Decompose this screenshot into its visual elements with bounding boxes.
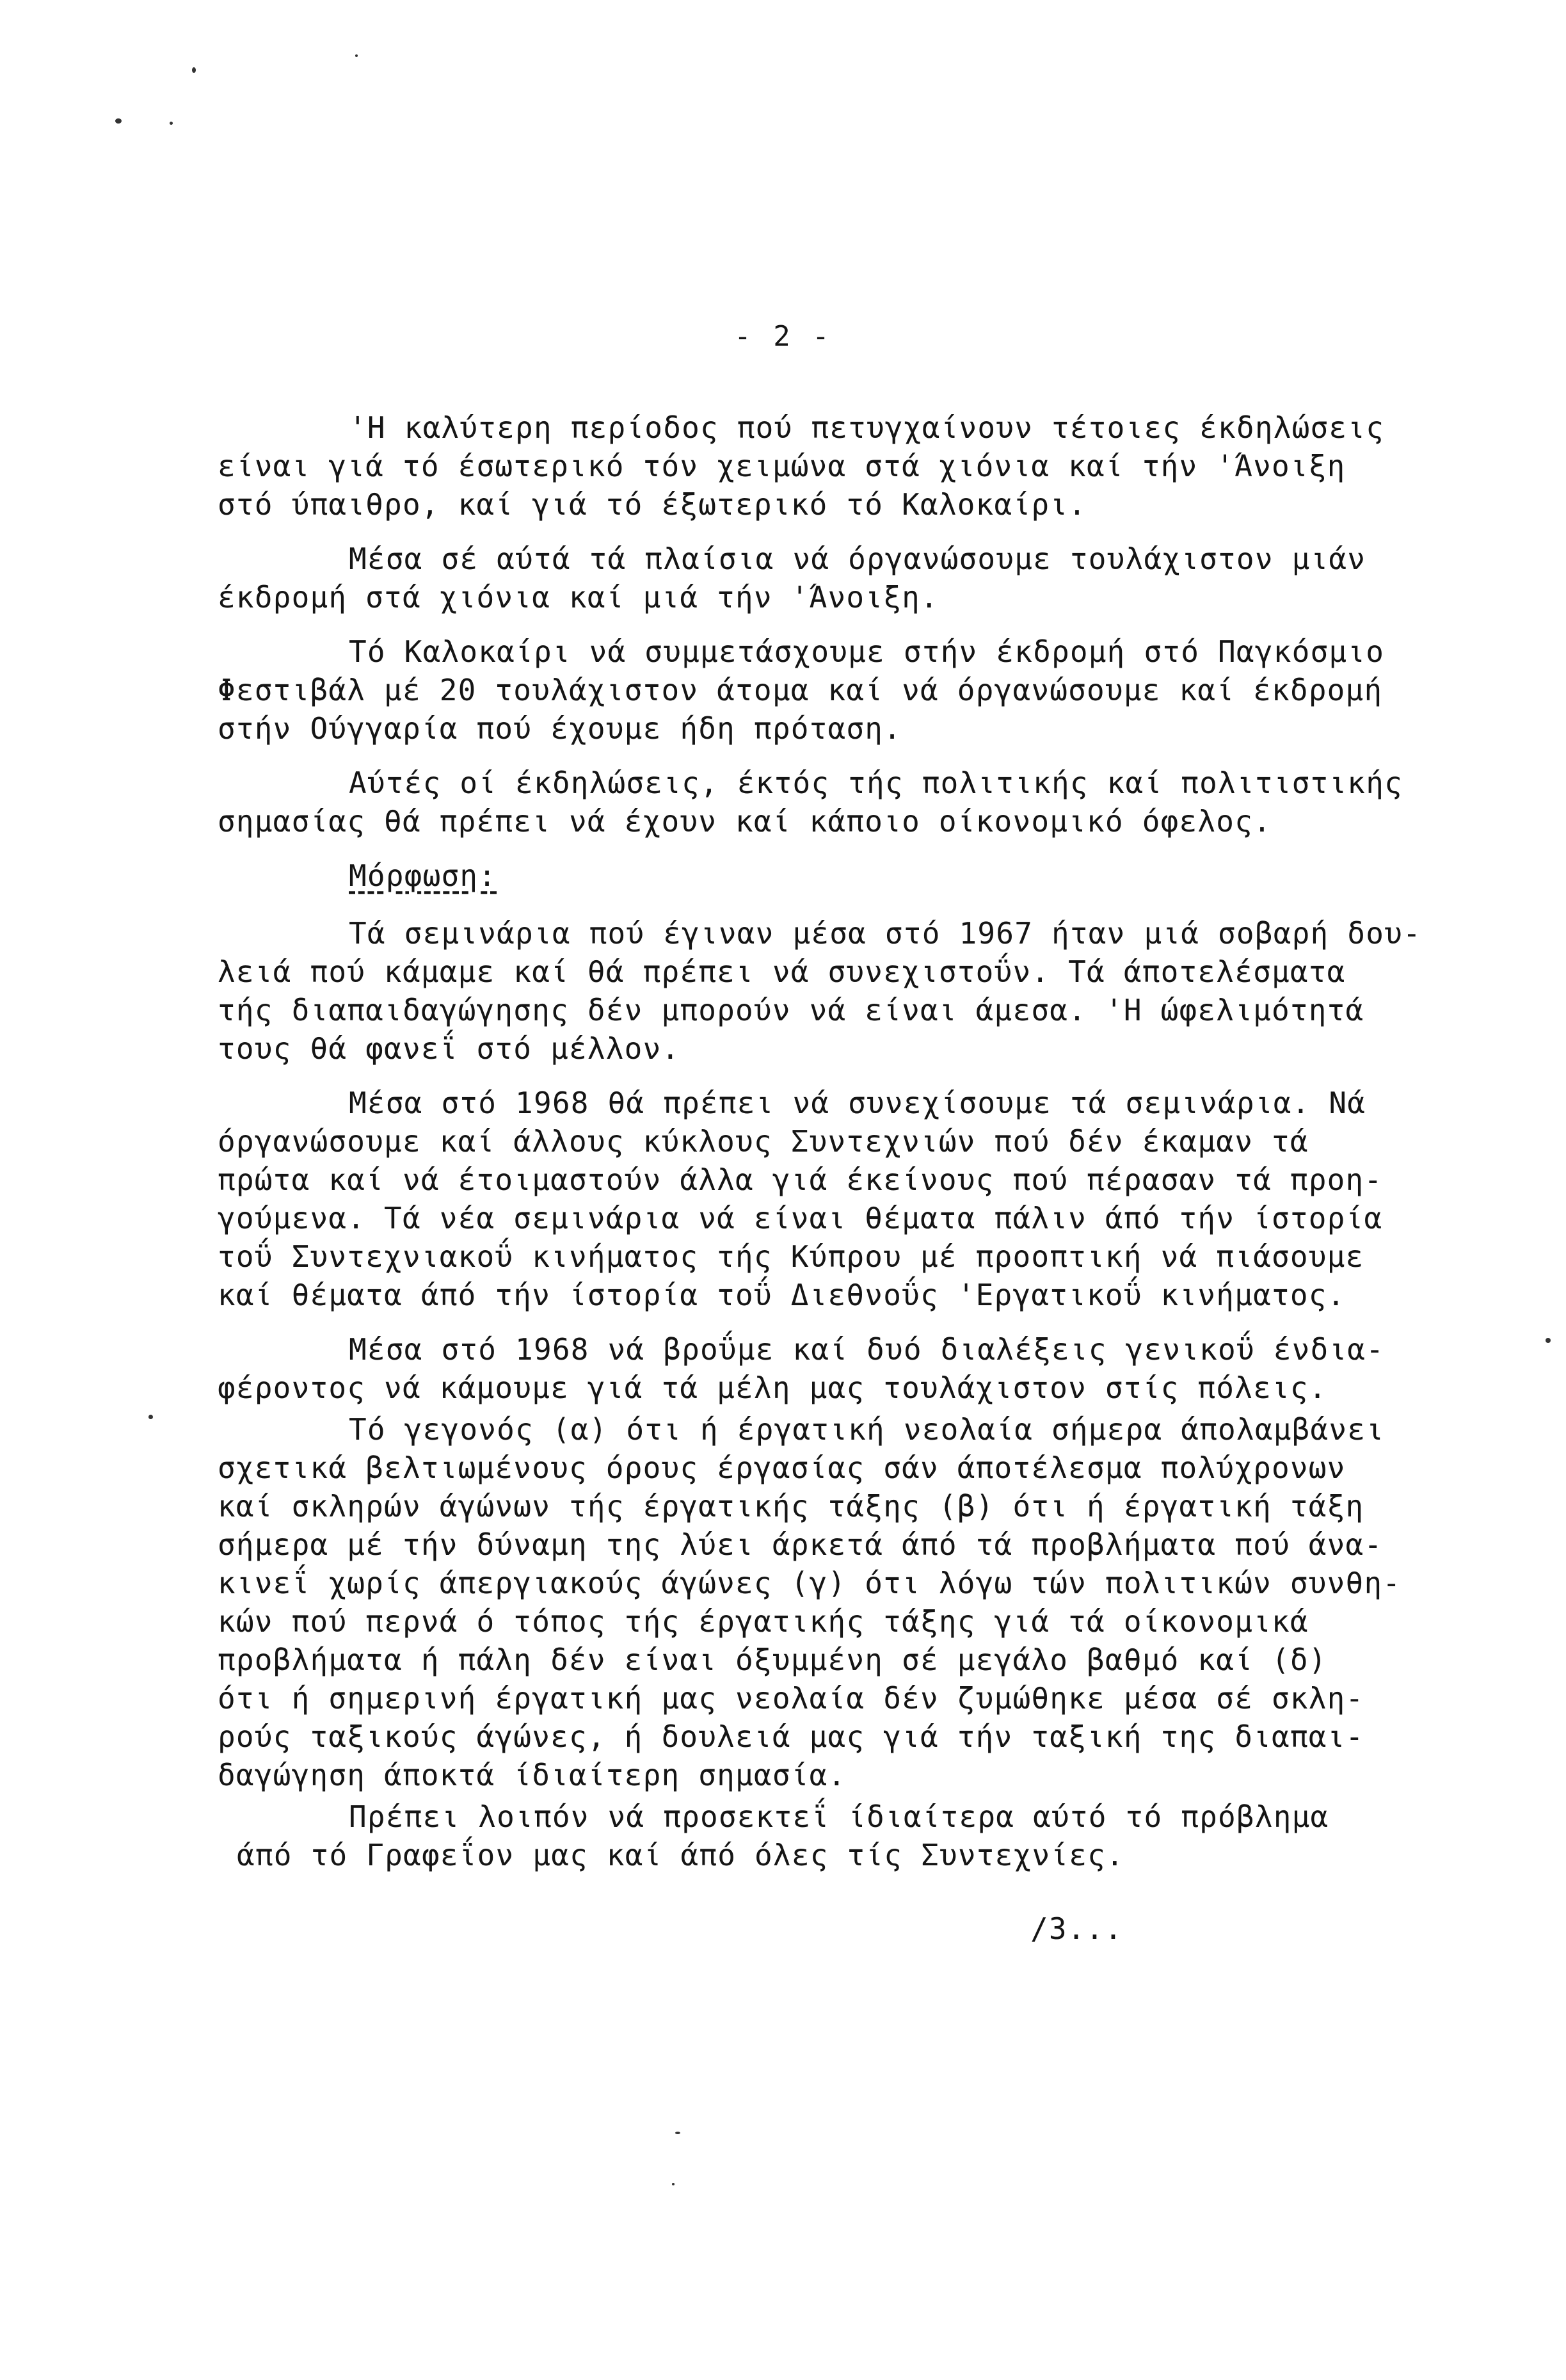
text-line: τους θά φανεΐ στό μέλλον. xyxy=(218,1031,680,1066)
section-heading: Μόρφωση: xyxy=(349,858,497,893)
text-line: κινεΐ χωρίς άπεργιακούς άγώνες (γ) ότι λόγω τών πολιτικών συνθη- xyxy=(218,1566,1402,1600)
scan-speck xyxy=(148,1415,153,1419)
text-line: ρούς ταξικούς άγώνες, ή δουλειά μας γιά τήν ταξική της διαπαι- xyxy=(218,1719,1364,1754)
scan-speck xyxy=(170,122,173,125)
scan-speck xyxy=(672,2183,675,2185)
text-line: 'Η καλύτερη περίοδος πού πετυγχαίνουν τέτοιες έκδηλώσεις xyxy=(349,410,1385,445)
scan-speck xyxy=(115,118,122,124)
scan-speck xyxy=(1546,1338,1551,1343)
text-line: ότι ή σημερινή έργατική μας νεολαία δέν ζυμώθηκε μέσα σέ σκλη- xyxy=(218,1681,1364,1716)
continuation-mark: /3... xyxy=(1030,1911,1123,1946)
text-line: τής διαπαιδαγώγησης δέν μπορούν νά είναι άμεσα. 'Η ώφελιμότητά xyxy=(218,993,1364,1027)
text-line: Μέσα στό 1968 θά πρέπει νά συνεχίσουμε τά σεμινάρια. Νά xyxy=(349,1086,1366,1120)
text-line: πρώτα καί νά έτοιμαστούν άλλα γιά έκείνους πού πέρασαν τά προη- xyxy=(218,1162,1383,1197)
text-line: Φεστιβάλ μέ 20 τουλάχιστον άτομα καί νά όργανώσουμε καί έκδρομή xyxy=(218,673,1383,707)
text-line: φέροντος νά κάμουμε γιά τά μέλη μας τουλάχιστον στίς πόλεις. xyxy=(218,1371,1327,1405)
text-line: σχετικά βελτιωμένους όρους έργασίας σάν άποτέλεσμα πολύχρονων xyxy=(218,1451,1346,1485)
text-line: στό ύπαιθρο, καί γιά τό έξωτερικό τό Καλοκαίρι. xyxy=(218,487,1087,522)
text-line: Τά σεμινάρια πού έγιναν μέσα στό 1967 ήταν μιά σοβαρή δου- xyxy=(349,916,1421,951)
text-line: λειά πού κάμαμε καί θά πρέπει νά συνεχιστοΰν. Τά άποτελέσματα xyxy=(218,954,1346,989)
text-line: δαγώγηση άποκτά ίδιαίτερη σημασία. xyxy=(218,1758,847,1792)
text-line: σημασίας θά πρέπει νά έχουν καί κάποιο οίκονομικό όφελος. xyxy=(218,804,1272,839)
text-line: γούμενα. Τά νέα σεμινάρια νά είναι θέματα πάλιν άπό τήν ίστορία xyxy=(218,1201,1383,1235)
text-line: προβλήματα ή πάλη δέν είναι όξυμμένη σέ μεγάλο βαθμό καί (δ) xyxy=(218,1643,1327,1677)
text-line: σήμερα μέ τήν δύναμη της λύει άρκετά άπό τά προβλήματα πού άνα- xyxy=(218,1527,1383,1562)
text-line: Αύτές οί έκδηλώσεις, έκτός τής πολιτικής καί πολιτιστικής xyxy=(349,766,1403,800)
page-number: - 2 - xyxy=(734,320,832,353)
text-line: Τό γεγονός (α) ότι ή έργατική νεολαία σήμερα άπολαμβάνει xyxy=(349,1412,1385,1447)
text-line: τοΰ Συντεχνιακοΰ κινήματος τής Κύπρου μέ προοπτική νά πιάσουμε xyxy=(218,1239,1364,1274)
text-line: καί θέματα άπό τήν ίστορία τοΰ Διεθνοΰς 'Εργατικοΰ κινήματος. xyxy=(218,1278,1346,1312)
text-line: Μέσα στό 1968 νά βροΰμε καί δυό διαλέξεις γενικοΰ ένδια- xyxy=(349,1332,1385,1367)
scan-speck xyxy=(355,54,358,57)
text-line: άπό τό Γραφεΐον μας καί άπό όλες τίς Συντεχνίες. xyxy=(237,1838,1124,1872)
scan-speck xyxy=(192,67,196,73)
text-line: Μέσα σέ αύτά τά πλαίσια νά όργανώσουμε τουλάχιστον μιάν xyxy=(349,542,1366,576)
text-line: Πρέπει λοιπόν νά προσεκτεΐ ίδιαίτερα αύτό τό πρόβλημα xyxy=(349,1799,1329,1834)
scan-speck xyxy=(675,2132,680,2134)
text-line: έκδρομή στά χιόνια καί μιά τήν 'Άνοιξη. xyxy=(218,580,939,615)
text-line: κών πού περνά ό τόπος τής έργατικής τάξης γιά τά οίκονομικά xyxy=(218,1604,1309,1639)
text-line: στήν Ούγγαρία πού έχουμε ήδη πρόταση. xyxy=(218,711,902,746)
text-line: είναι γιά τό έσωτερικό τόν χειμώνα στά χιόνια καί τήν 'Άνοιξη xyxy=(218,449,1346,483)
text-line: καί σκληρών άγώνων τής έργατικής τάξης (β) ότι ή έργατική τάξη xyxy=(218,1489,1364,1524)
text-line: όργανώσουμε καί άλλους κύκλους Συντεχνιών πού δέν έκαμαν τά xyxy=(218,1124,1309,1159)
text-line: Τό Καλοκαίρι νά συμμετάσχουμε στήν έκδρομή στό Παγκόσμιο xyxy=(349,634,1385,669)
